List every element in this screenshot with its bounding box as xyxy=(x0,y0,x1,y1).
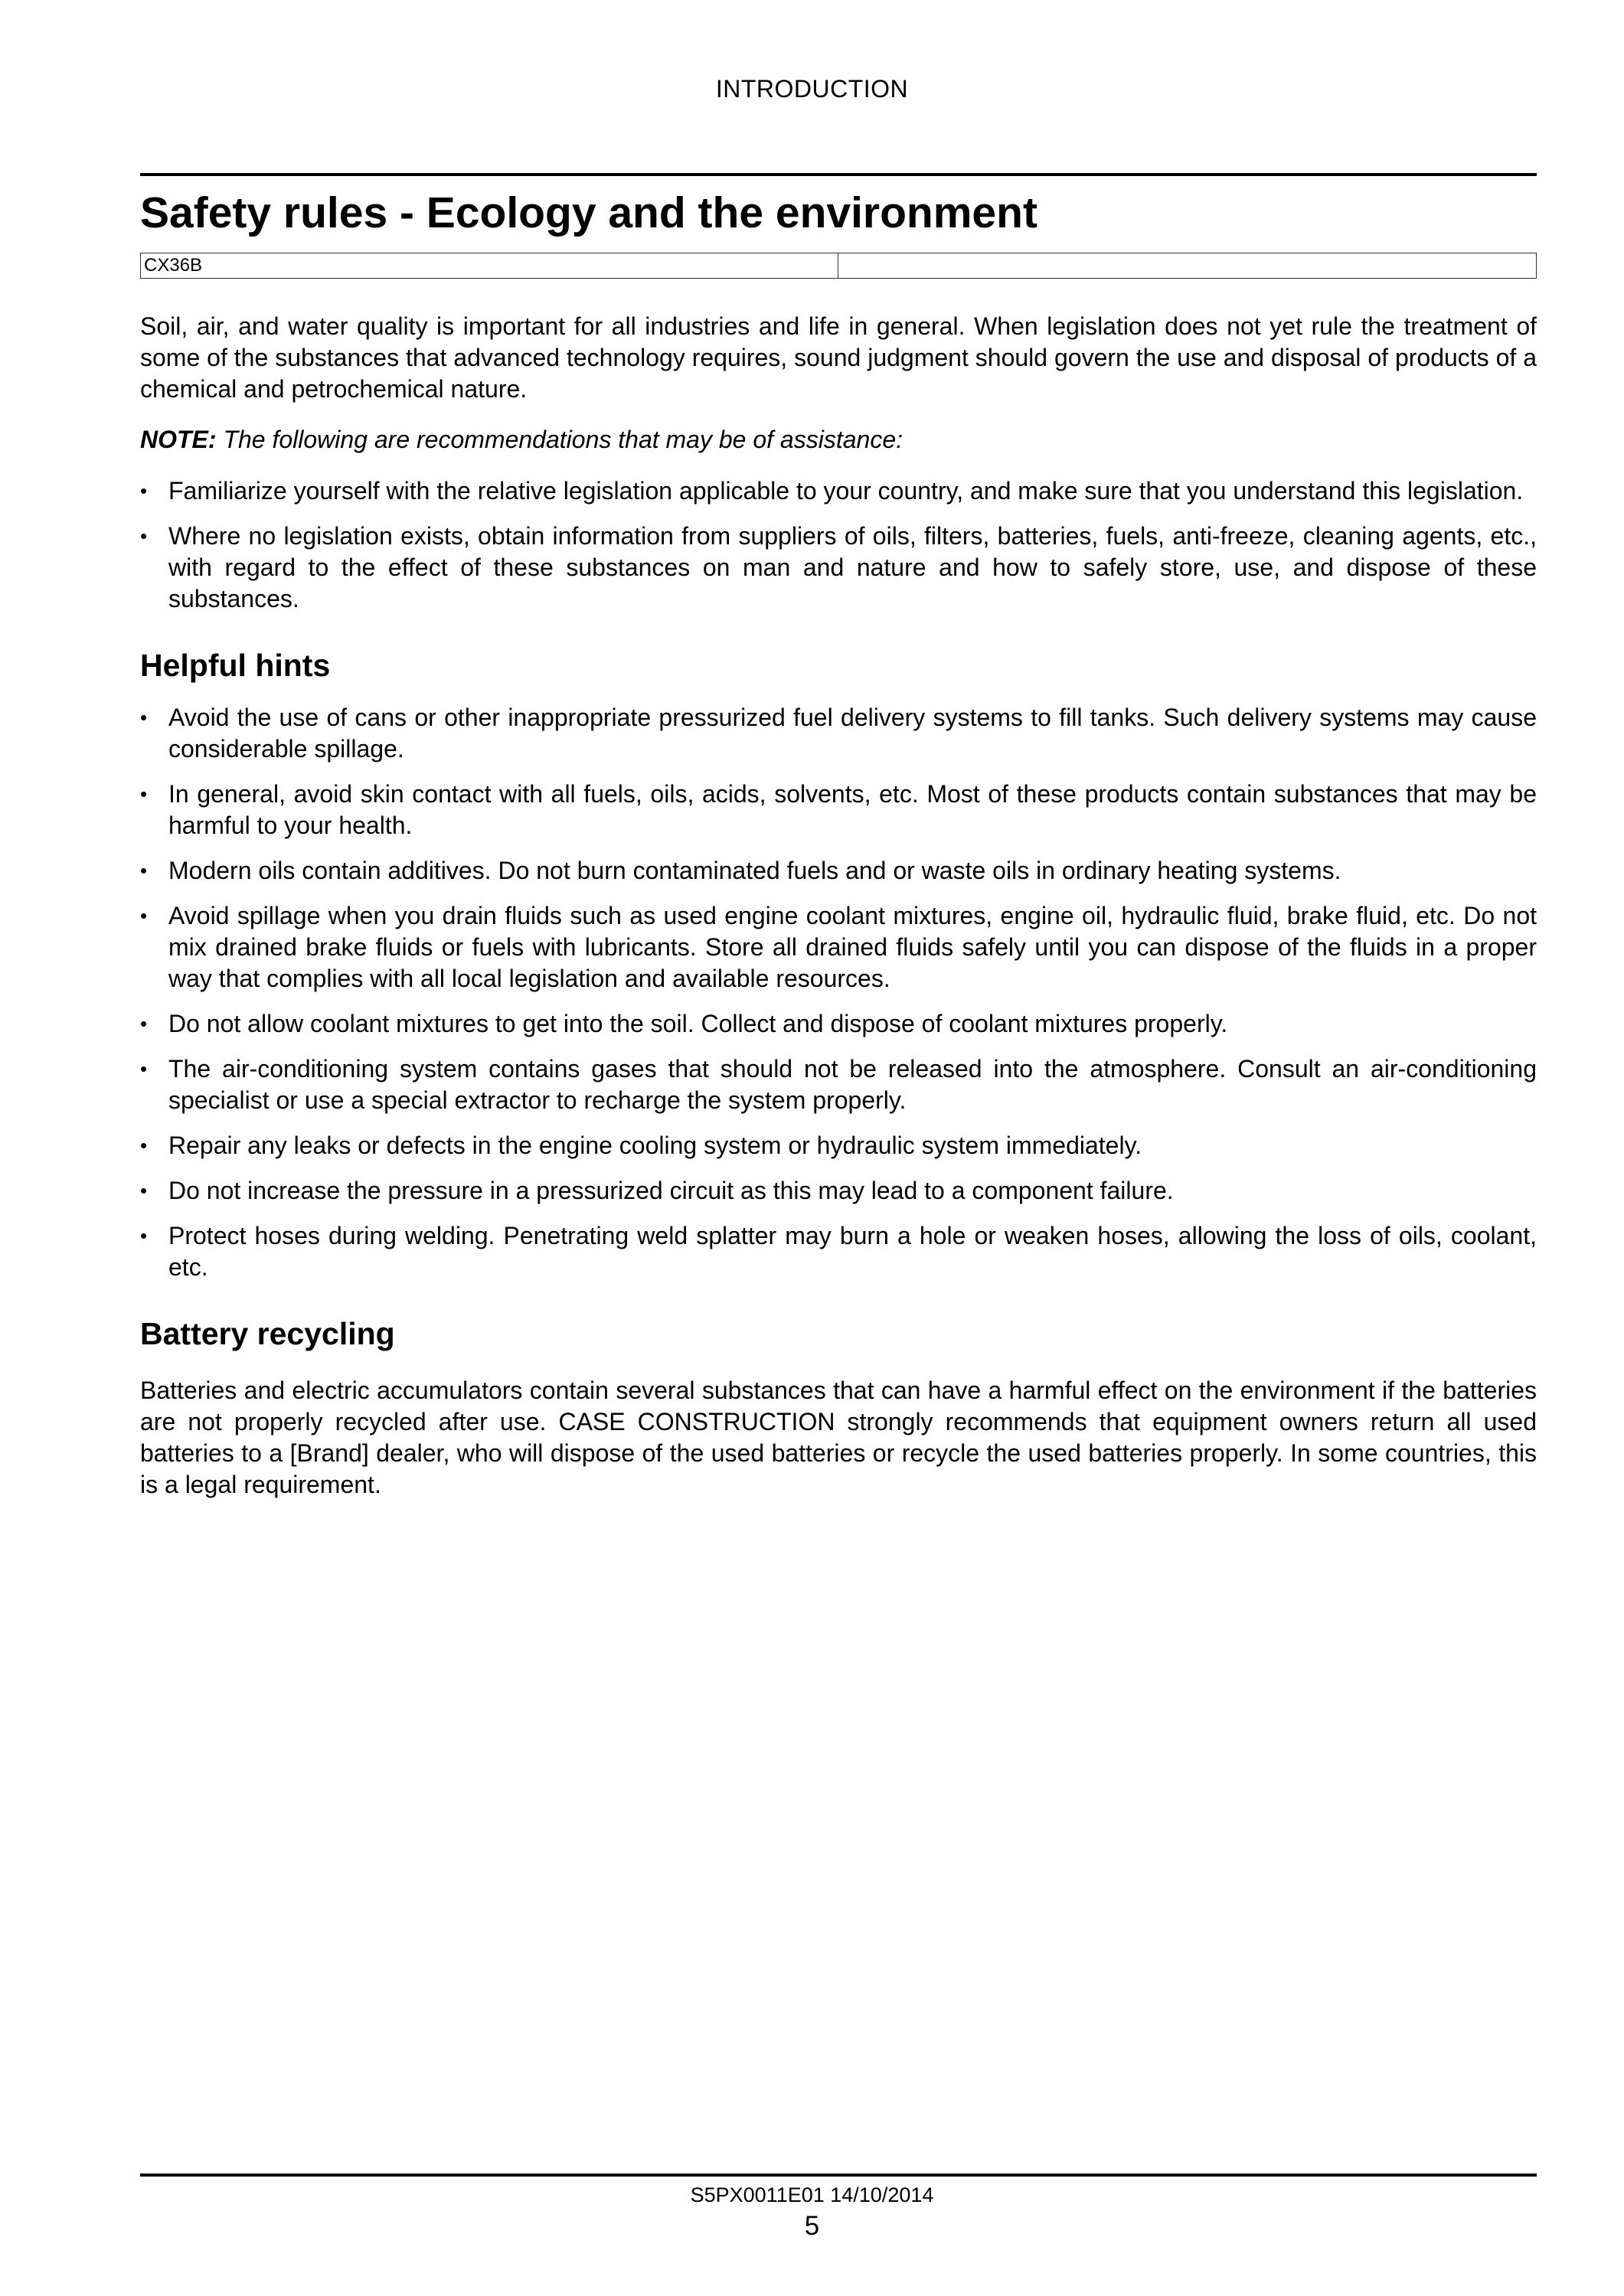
bullet-icon: • xyxy=(140,1179,148,1202)
bullet-icon: • xyxy=(140,524,148,547)
page-number: 5 xyxy=(804,2211,820,2241)
bullet-icon: • xyxy=(140,1224,148,1247)
intro-paragraph: Soil, air, and water quality is important for all industries and life in general. When legislation does not yet rule the treatment of some of the substances that advanced technology requires, sound judgment should govern the use and disposal of products of a chemical and petrochemical nature. xyxy=(140,312,1537,403)
note-text: The following are recommendations that may be of assistance: xyxy=(223,426,903,453)
helpful-hints-list xyxy=(140,702,1537,1283)
list-item: • Where no legislation exists, obtain information from suppliers of oils, filters, batteries, fuels, anti-freeze, cleaning agents, etc., with regard to the effect of these substances on man and nature and how to safely store, use, and dispose of these substances. xyxy=(140,522,1537,612)
list-item: • Avoid spillage when you drain fluids such as used engine coolant mixtures, engine oil, hydraulic fluid, brake fluid, etc. Do not mix drained brake fluids or fuels with lubricants. Store all drained fluids safely until you can dispose of the fluids in a proper way that complies with all local legislation and available resources. xyxy=(140,902,1537,992)
list-item: • Do not increase the pressure in a pressurized circuit as this may lead to a component failure. xyxy=(140,1175,1537,1207)
note-paragraph xyxy=(140,424,1537,456)
bullet-icon: • xyxy=(140,1012,148,1035)
list-item: • Do not allow coolant mixtures to get into the soil. Collect and dispose of coolant mixtures properly. xyxy=(140,1008,1537,1040)
list-item: • Avoid the use of cans or other inappropriate pressurized fuel delivery systems to fill tanks. Such delivery systems may cause considerable spillage. xyxy=(140,704,1537,763)
model-cell-empty xyxy=(838,253,1536,278)
list-item: • Protect hoses during welding. Penetrating weld splatter may burn a hole or weaken hoses, allowing the loss of oils, coolant, etc. xyxy=(140,1222,1537,1281)
list-item: • In general, avoid skin contact with all fuels, oils, acids, solvents, etc. Most of these products contain substances that may be harmful to your health. xyxy=(140,780,1537,839)
page-content xyxy=(140,173,1537,1501)
footer-rule xyxy=(140,2174,1537,2177)
model-applicability-table xyxy=(140,253,1537,279)
battery-recycling-heading: Battery recycling xyxy=(140,1316,395,1351)
list-item: • Familiarize yourself with the relative legislation applicable to your country, and make sure that you understand this legislation. xyxy=(140,475,1537,507)
battery-recycling-paragraph: Batteries and electric accumulators contain several substances that can have a harmful effect on the environment if the batteries are not properly recycled after use. CASE CONSTRUCTION strongly recommends that equipment owners return all used batteries to a [Brand] dealer, who will dispose of the used batteries or recycle the used batteries properly. In some countries, this is a legal requirement. xyxy=(140,1377,1537,1498)
bullet-icon: • xyxy=(140,1057,148,1080)
note-label: NOTE: xyxy=(140,426,217,453)
running-header: INTRODUCTION xyxy=(715,75,909,103)
document-reference: S5PX0011E01 14/10/2014 xyxy=(690,2183,934,2206)
list-item: • The air-conditioning system contains gases that should not be released into the atmosphere. Consult an air-conditioning specialist or use a special extractor to recharge the system properly. xyxy=(140,1055,1537,1114)
model-cell: CX36B xyxy=(141,253,838,278)
list-item: • Modern oils contain additives. Do not burn contaminated fuels and or waste oils in ordinary heating systems. xyxy=(140,855,1537,887)
bullet-icon: • xyxy=(140,859,148,882)
recommendations-list xyxy=(140,475,1537,615)
bullet-icon: • xyxy=(140,904,148,927)
list-item: • Repair any leaks or defects in the engine cooling system or hydraulic system immediately. xyxy=(140,1130,1537,1161)
section-title: Safety rules - Ecology and the environment xyxy=(140,188,1037,237)
bullet-icon: • xyxy=(140,1134,148,1157)
title-rule xyxy=(140,173,1537,176)
bullet-icon: • xyxy=(140,706,148,729)
bullet-icon: • xyxy=(140,479,148,502)
helpful-hints-heading: Helpful hints xyxy=(140,648,331,683)
bullet-icon: • xyxy=(140,782,148,805)
